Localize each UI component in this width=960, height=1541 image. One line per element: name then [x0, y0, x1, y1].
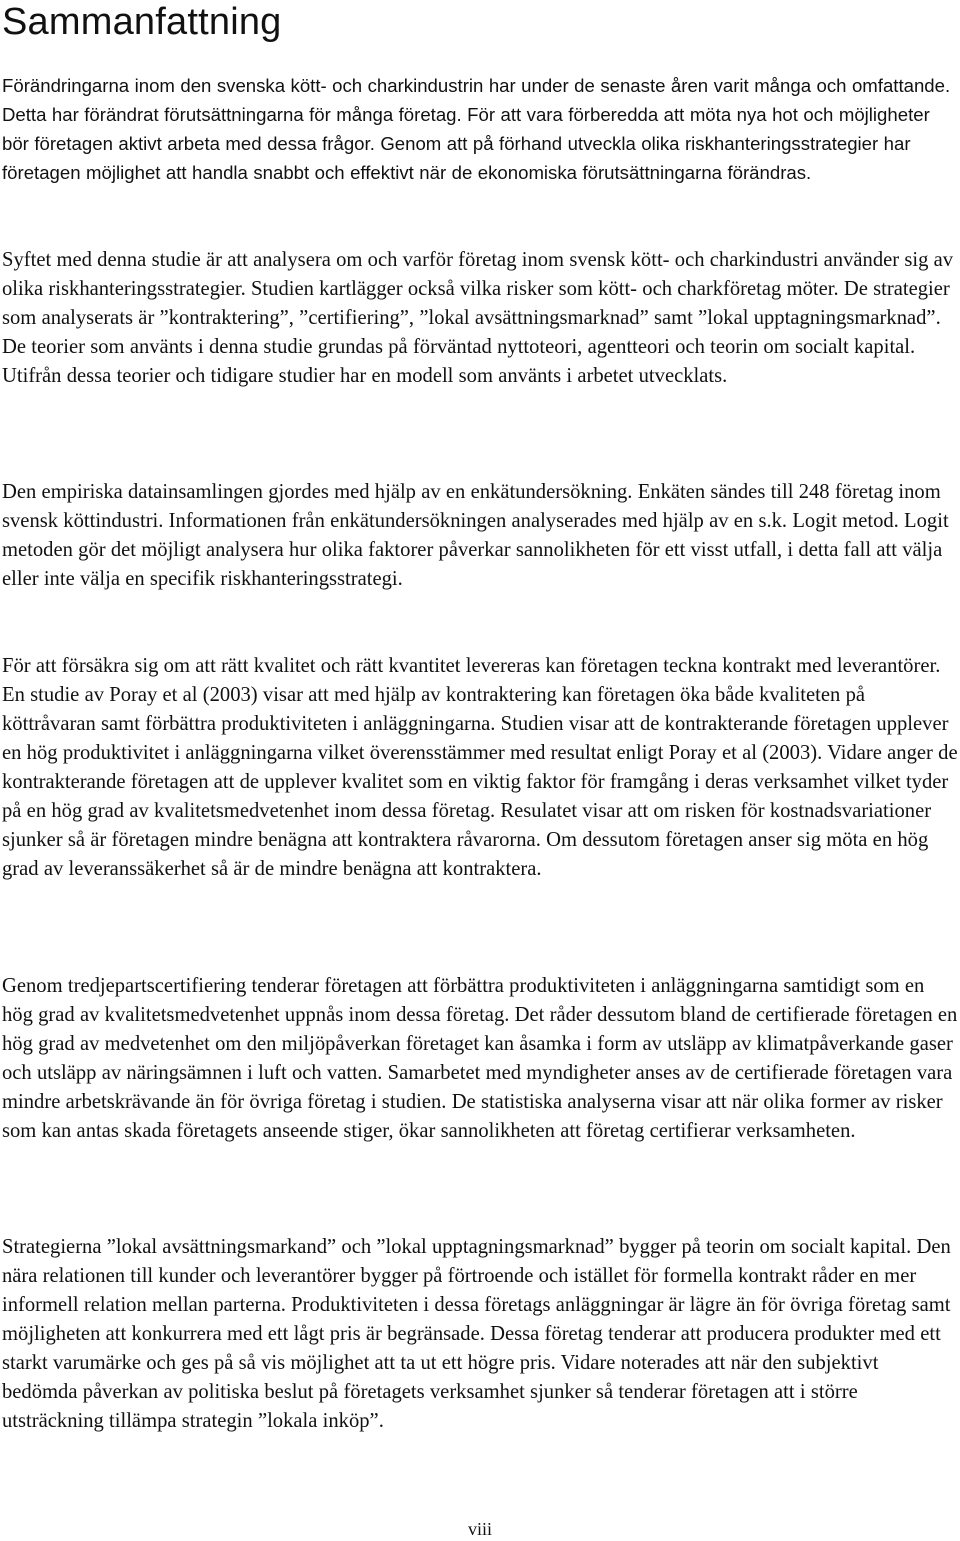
paragraph-introduction: Förändringarna inom den svenska kött- och charkindustrin har under de senaste åren varit många och omfattande. Detta har förändrat förutsättningarna för många företag. För att vara förberedda att möta nya hot och möjligheter bör företagen aktivt arbeta med dessa frågor. Genom att på förhand utveckla olika riskhanteringsstrategier har företagen möjlighet att handla snabbt och effektivt när de ekonomiska förutsättningarna förändras.: [2, 75, 951, 183]
paragraph-certification: Genom tredjepartscertifiering tenderar företagen att förbättra produktiviteten i anläggningarna samtidigt som en hög grad av kvalitetsmedvetenhet uppnås inom dessa företag. Det råder dessutom bland de certifierade företagen en hög grad av medvetenhet om den miljöpåverkan företaget kan åsamka i form av utsläpp av klimatpåverkande gaser och utsläpp av näringsämnen i luft och vatten. Samarbetet med myndigheter anses av de certifierade företagen vara mindre arbetskrävande än för övriga företag i studien. De statistiska analyserna visar att när olika former av risker som kan antas skada företagets anseende stiger, ökar sannolikheten att företag certifierar verksamheten.: [2, 975, 958, 1142]
page-title: Sammanfattning: [2, 1, 282, 43]
paragraph-method: Den empiriska datainsamlingen gjordes med hjälp av en enkätundersökning. Enkäten sändes till 248 företag inom svensk köttindustri. Informationen från enkätundersökningen analyserades med hjälp av en s.k. Logit metod. Logit metoden gör det möjligt analysera hur olika faktorer påverkar sannolikheten för ett visst utfall, i detta fall att välja eller inte välja en specifik riskhanteringsstrategi.: [2, 481, 949, 590]
paragraph-local-markets: Strategierna ”lokal avsättningsmarkand” och ”lokal upptagningsmarknad” bygger på teorin om socialt kapital. Den nära relationen till kunder och leverantörer bygger på förtroende och istället för formella kontrakt råder en mer informell relation mellan parterna. Produktiviteten i dessa företags anläggningar är lägre än för övriga företag samt möjligheten att konkurrera med ett lågt pris är begränsade. Dessa företag tenderar att producera produkter med ett starkt varumärke och ges på så vis möjlighet att ta ut ett högre pris. Vidare noterades att när den subjektivt bedömda påverkan av politiska beslut på företagets verksamhet sjunker så tenderar företagen att i större utsträckning tillämpa strategin ”lokala inköp”.: [2, 1236, 951, 1432]
page-number: viii: [467, 1519, 492, 1539]
paragraph-purpose: Syftet med denna studie är att analysera om och varför företag inom svensk kött- och charkindustri använder sig av olika riskhanteringsstrategier. Studien kartlägger också vilka risker som kött- och charkföretag möter. De strategier som analyserats är ”kontraktering”, ”certifiering”, ”lokal avsättningsmarknad” samt ”lokal upptagningsmarknad”. De teorier som använts i denna studie grundas på förväntad nyttoteori, agentteori och teorin om socialt kapital. Utifrån dessa teorier och tidigare studier har en modell som använts i arbetet utvecklats.: [2, 249, 954, 387]
paragraph-contracting: För att försäkra sig om att rätt kvalitet och rätt kvantitet levereras kan företagen teckna kontrakt med leverantörer. En studie av Poray et al (2003) visar att med hjälp av kontraktering kan företagen öka både kvaliteten på köttråvaran samt förbättra produktiviteten i anläggningarna. Studien visar att de kontrakterande företagen upplever en hög produktivitet i anläggningarna vilket överensstämmer med resultat enligt Poray et al (2003). Vidare anger de kontrakterande företagen att de upplever kvalitet som en viktig faktor för framgång i deras verksamhet vilket tyder på en hög grad av kvalitetsmedvetenhet inom dessa företag. Resulatet visar att om risken för kostnadsvariationer sjunker så är företagen mindre benägna att kontraktera råvarorna. Om dessutom företagen anser sig möta en hög grad av leveranssäkerhet så är de mindre benägna att kontraktera.: [2, 655, 958, 880]
